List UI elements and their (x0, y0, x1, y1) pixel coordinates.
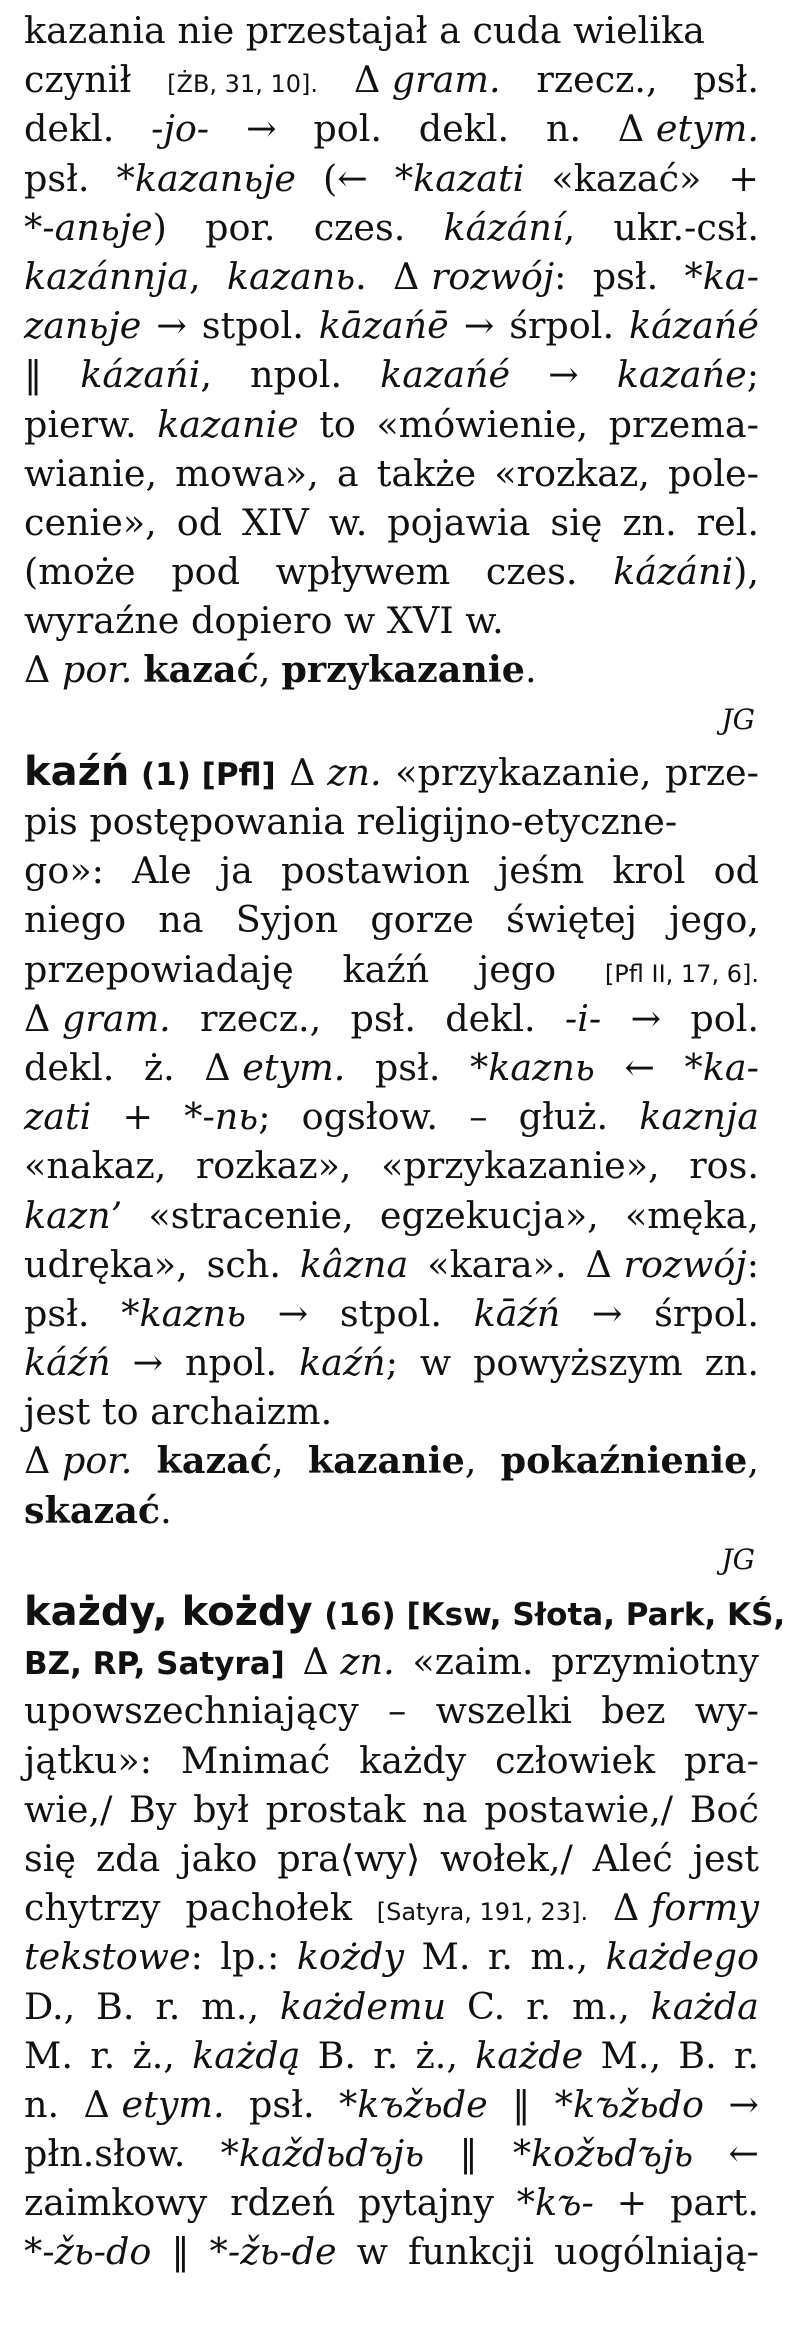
text-line: wyraźne dopiero w XVI w. (24, 599, 504, 643)
text-line: psł. *kaznь → stpol. kāźń → śrpol. (24, 1291, 759, 1335)
author-signature: JG (721, 702, 755, 736)
cross-reference-line: skazać. (24, 1488, 172, 1532)
cross-reference-line: Δ por. kazać, przykazanie. (24, 648, 537, 692)
text-line: ‖ kázańi, npol. kazańé → kazańe; (24, 353, 759, 397)
text-line: *-anьje) por. czes. kázání, ukr.-csł. (24, 205, 759, 249)
text-line: tekstowe: lp.: kożdy M. r. m., każdego (24, 1935, 759, 1979)
text-line: dekl. ż. Δ etym. psł. *kaznь ← *ka- (24, 1045, 759, 1089)
text-line: niego na Syjon gorze świętej jego, (24, 898, 759, 942)
text-line: zaimkowy rdzeń pytajny *kъ- + part. (24, 2181, 759, 2225)
text-line (24, 55, 759, 104)
entry-kazanie (24, 6, 759, 744)
text-line: upowszechniający – wszelki bez wy- (24, 1689, 759, 1733)
text-line-part: Δ gram. (353, 58, 501, 102)
text-line: káźń → npol. kaźń; w powyższym zn. (24, 1341, 759, 1385)
text-line-part: rzecz., (536, 58, 658, 102)
text-line: pis postępowania religijno-etyczne- (24, 800, 678, 843)
dictionary-page (24, 0, 786, 2277)
text-line: n. Δ etym. psł. *kъžьde ‖ *kъžьdo → (24, 2082, 759, 2126)
text-line: D., B. r. m., każdemu C. r. m., każda (24, 1984, 759, 2028)
text-line: zati + *-nь; ogsłow. – głuż. kaznja (24, 1095, 759, 1139)
entry-headword: każdy, kożdy (24, 1589, 313, 1635)
text-line: jątku»: Mnimać każdy człowiek pra- (24, 1738, 759, 1782)
text-line: pierw. kazanie to «mówienie, przema- (24, 402, 759, 446)
entry-kazdy (24, 1588, 786, 2277)
source-reference: [ŻB, 31, 10]. (167, 70, 318, 99)
cross-reference-line: Δ por. kazać, kazanie, pokaźnienie, (24, 1439, 759, 1483)
text-line: zanьje → stpol. kāzańē → śrpol. kázańé (24, 304, 759, 348)
text-line: *-žь-do ‖ *-žь-de w funkcji uogólniają- (24, 2230, 759, 2274)
text-line: go»: Ale ja postawion jeśm krol od (24, 849, 759, 893)
author-signature: JG (721, 1542, 755, 1576)
text-line: «nakaz, rozkaz», «przykazanie», ros. (24, 1144, 759, 1188)
text-line: chytrzy pachołek [Satyra, 191, 23]. Δ formy (24, 1883, 759, 1932)
text-line: dekl. -jo- → pol. dekl. n. Δ etym. (24, 107, 759, 151)
text-line: M. r. ż., każdą B. r. ż., każde M., B. r. (24, 2033, 759, 2077)
text-line: przepowiadaję kaźń jego [Pfl II, 17, 6]. (24, 945, 759, 994)
text-line: płn.słow. *každьdъjь ‖ *kožьdъjь ← (24, 2132, 759, 2176)
text-line: kazánnja, kazanь. Δ rozwój: psł. *ka- (24, 254, 759, 298)
text-line: wie,/ By był prostak na postawie,/ Boć (24, 1787, 759, 1831)
text-line: się zda jako pra⟨wy⟩ wołek,/ Aleć jest (24, 1836, 759, 1880)
text-line: kaźń (1) [Pfl] Δ zn. «przykazanie, prze- (24, 748, 759, 795)
text-line: każdy, kożdy (16) [Ksw, Słota, Park, KŚ, (24, 1589, 786, 1635)
text-line: kazn’ «stracenie, egzekucja», «męka, (24, 1193, 759, 1237)
text-line: psł. *kazanьje (← *kazati «kazać» + (24, 156, 759, 200)
text-line: cenie», od XIV w. pojawia się zn. rel. (24, 500, 759, 544)
text-line: (może pod wpływem czes. kázáni), (24, 550, 759, 594)
text-line: BZ, RP, Satyra] Δ zn. «zaim. przymiotny (24, 1640, 759, 1684)
text-line-part: psł. (693, 58, 759, 102)
text-line: udręka», sch. kâzna «kara». Δ rozwój: (24, 1242, 759, 1286)
text-line: kazania nie przestajał a cuda wielika (24, 9, 705, 52)
text-line-part: czynił (24, 58, 132, 102)
source-reference: [Pfl II, 17, 6]. (604, 959, 759, 988)
entry-kazn (24, 748, 759, 1584)
text-line: wianie, mowa», a także «rozkaz, pole- (24, 451, 759, 495)
source-reference: [Satyra, 191, 23]. (376, 1898, 589, 1927)
text-line: Δ gram. rzecz., psł. dekl. -i- → pol. (24, 996, 759, 1040)
text-line: jest to archaizm. (24, 1390, 333, 1434)
entry-headword: kaźń (24, 748, 130, 795)
